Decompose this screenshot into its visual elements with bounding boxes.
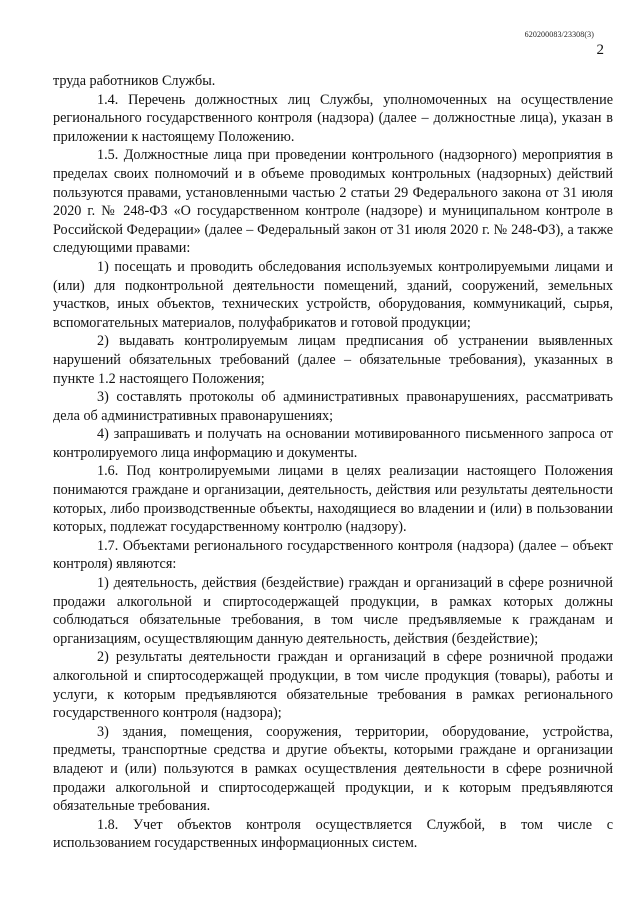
list-item-1-5-2: 2) выдавать контролируемым лицам предписания об устранении выявленных нарушений обязательных требований (далее – обязательные требования), указанных в пункте 1.2 настоящего Положения; xyxy=(53,333,613,387)
paragraph-1-7: 1.7. Объектами регионального государственного контроля (надзора) (далее – объект контроля) являются: xyxy=(53,537,613,573)
list-item-1-7-1: 1) деятельность, действия (бездействие) граждан и организаций в сфере розничной продажи алкогольной и спиртосодержащей продукции, в рамках которых должны соблюдаться обязательные требования, в том числе предъявляемые к гражданам и организациям, осуществляющим данную деятельность, действия (бездействие); xyxy=(53,575,613,647)
list-item-1-7-3: 3) здания, помещения, сооружения, территории, оборудование, устройства, предметы, транспортные средства и другие объекты, которыми граждане и организации владеют и (или) пользуются в рамках осуществления деятельности в сфере розничной продажи алкогольной и спиртосодержащей продукции, и к которым предъявляются обязательные требования. xyxy=(53,723,613,815)
document-code: 620200083/23308(3) xyxy=(524,30,594,39)
paragraph-1-5: 1.5. Должностные лица при проведении контрольного (надзорного) мероприятия в пределах своих полномочий и в объеме проводимых контрольных (надзорных) действий пользуются правами, установленными частью 2 статьи 29 Федерального закона от 31 июля 2020 г. № 248-ФЗ «О государственном контроле (надзоре) и муниципальном контроле в Российской Федерации» (далее – Федеральный закон от 31 июля 2020 г. № 248-ФЗ), а также следующими правами: xyxy=(53,147,613,257)
paragraph-1-6: 1.6. Под контролируемыми лицами в целях реализации настоящего Положения понимаются граждане и организации, деятельность, действия или результаты деятельности которых, либо производственные объекты, находящиеся во владении и (или) в пользовании которых, подлежат государственному контролю (надзору). xyxy=(53,463,613,536)
list-item-1-7-2: 2) результаты деятельности граждан и организаций в сфере розничной продажи алкогольной и спиртосодержащей продукции, в том числе продукция (товары), работы и услуги, к которым предъявляются обязательные требования в рамках регионального государственного контроля (надзора); xyxy=(53,649,613,722)
document-body xyxy=(53,72,613,853)
paragraph-1-4: 1.4. Перечень должностных лиц Службы, уполномоченных на осуществление регионального государственного контроля (надзора) (далее – должностные лица), указан в приложении к настоящему Положению. xyxy=(53,91,613,145)
list-item-1-5-4: 4) запрашивать и получать на основании мотивированного письменного запроса от контролируемого лица информацию и документы. xyxy=(53,426,613,461)
page-number: 2 xyxy=(596,42,604,58)
list-item-1-5-1: 1) посещать и проводить обследования используемых контролируемыми лицами и (или) для подконтрольной деятельности помещений, зданий, сооружений, земельных участков, иных объектов, технических устройств, оборудования, коммуникаций, сырья, вспомогательных материалов, полуфабрикатов и готовой продукции; xyxy=(53,258,613,331)
paragraph-1-8: 1.8. Учет объектов контроля осуществляется Службой, в том числе с использованием государственных информационных систем. xyxy=(53,816,613,852)
paragraph-continuation: труда работников Службы. xyxy=(53,73,216,89)
list-item-1-5-3: 3) составлять протоколы об административных правонарушениях, рассматривать дела об административных правонарушениях; xyxy=(53,389,613,424)
